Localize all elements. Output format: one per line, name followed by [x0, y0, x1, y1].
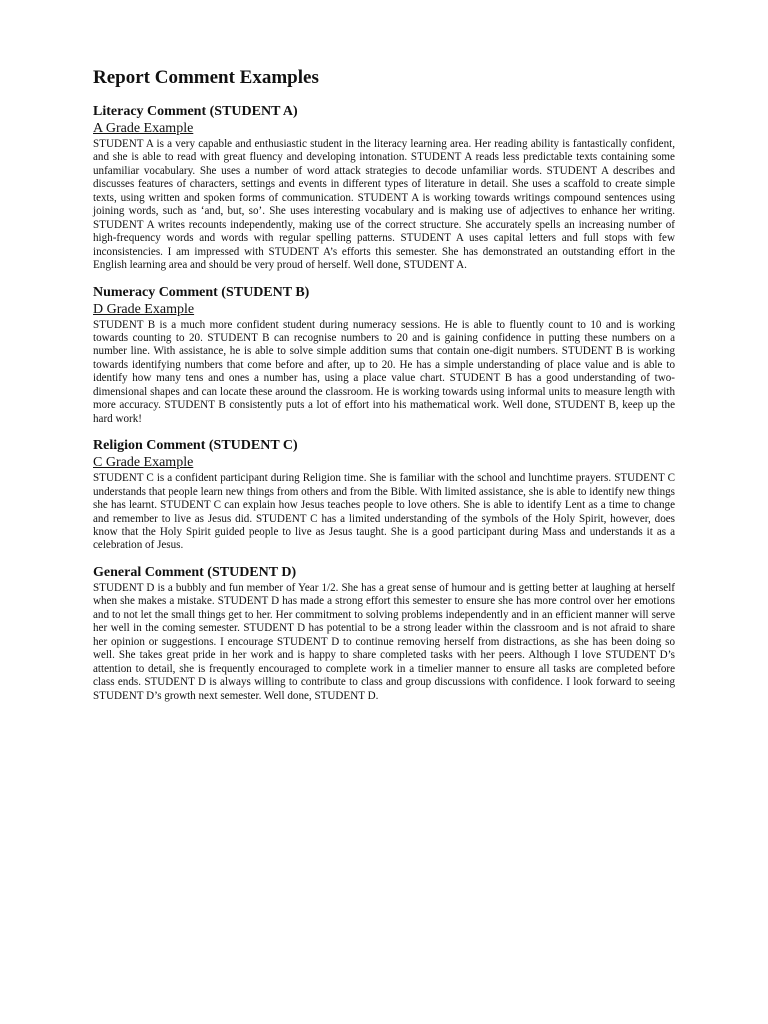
- grade-example-label: D Grade Example: [93, 301, 195, 317]
- section-body: STUDENT A is a very capable and enthusiastic student in the literacy learning area. Her reading ability is fantastically confident, and she is able to read with great fluency and developing intonation. STUDENT A reads less predictable texts containing some unfamiliar vocabulary. She uses a number of word attack strategies to decode unfamiliar words. STUDENT A describes and discusses features of characters, settings and events in different types of literature in detail. She uses a scaffold to create simple texts, using written and spoken forms of communication. STUDENT A is working towards writings compound sentences using joining words, such as ‘and, but, so’. She uses interesting vocabulary and is making use of adjectives to enhance her writing. STUDENT A writes recounts independently, making use of the correct structure. She accurately spells an increasing number of high-frequency words and words with regular spelling patterns. STUDENT A uses capital letters and full stops with few inconsistencies. I am impressed with STUDENT A’s efforts this semester. She has demonstrated an outstanding effort in the English learning area and should be very proud of herself. Well done, STUDENT A.: [93, 138, 675, 272]
- section-numeracy: [93, 284, 675, 427]
- section-heading: Religion Comment (STUDENT C): [93, 438, 298, 454]
- section-body: STUDENT D is a bubbly and fun member of Year 1/2. She has a great sense of humour and is getting better at laughing at herself when she makes a mistake. STUDENT D has made a strong effort this semester to ensure she has more control over her emotions and to not let the small things get to her. Her commitment to solving problems independently and in an efficient manner will serve her well in the coming semester. STUDENT D has potential to be a strong leader within the classroom and is not afraid to share her opinion or suggestions. I encourage STUDENT D to continue removing herself from distractions, as she has been doing so well. She takes great pride in her work and is happy to share completed tasks with her peers. Although I love STUDENT D’s attention to detail, she is frequently encouraged to complete work in a timelier manner to ensure all tasks are completed before class ends. STUDENT D is always willing to contribute to class and group discussions with confidence. I look forward to seeing STUDENT D’s growth next semester. Well done, STUDENT D.: [93, 581, 675, 702]
- section-religion: [93, 437, 675, 553]
- section-body: STUDENT B is a much more confident student during numeracy sessions. He is able to fluently count to 10 and is working towards counting to 20. STUDENT B can recognise numbers to 20 and is gaining confidence in putting these numbers on a number line. With assistance, he is able to solve simple addition sums that contain one-digit numbers. STUDENT B is working towards identifying numbers that come before and after, up to 20. He has a simple understanding of place value and is able to identify how many tens and ones a number has, using a place value chart. STUDENT B has a good understanding of two-dimensional shapes and can locate these around the classroom. He is working towards using informal units to measure length with more accuracy. STUDENT B consistently puts a lot of effort into his mathematical work. Well done, STUDENT B, keep up the hard work!: [93, 318, 675, 425]
- document-page: [93, 66, 675, 714]
- section-body: STUDENT C is a confident participant during Religion time. She is familiar with the school and lunchtime prayers. STUDENT C understands that people learn new things from others and from the Bible. With limited assistance, she is able to identify new things she has learnt. STUDENT C can explain how Jesus teaches people to love others. She is able to identify Lent as a time to change and remember to live as Jesus did. STUDENT C has a limited understanding of the symbols of the Holy Spirit, however, does know that the Holy Spirit guided people to live as Jesus taught. She is a good participant during Mass and understands it as a celebration of Jesus.: [93, 472, 675, 552]
- section-heading: General Comment (STUDENT D): [93, 564, 297, 580]
- section-literacy: [93, 103, 675, 273]
- grade-example-label: A Grade Example: [93, 121, 194, 136]
- grade-example-label: C Grade Example: [93, 455, 194, 471]
- document-title: Report Comment Examples: [93, 67, 319, 88]
- section-heading: Numeracy Comment (STUDENT B): [93, 284, 310, 300]
- section-general: [93, 564, 675, 703]
- section-heading: Literacy Comment (STUDENT A): [93, 104, 298, 119]
